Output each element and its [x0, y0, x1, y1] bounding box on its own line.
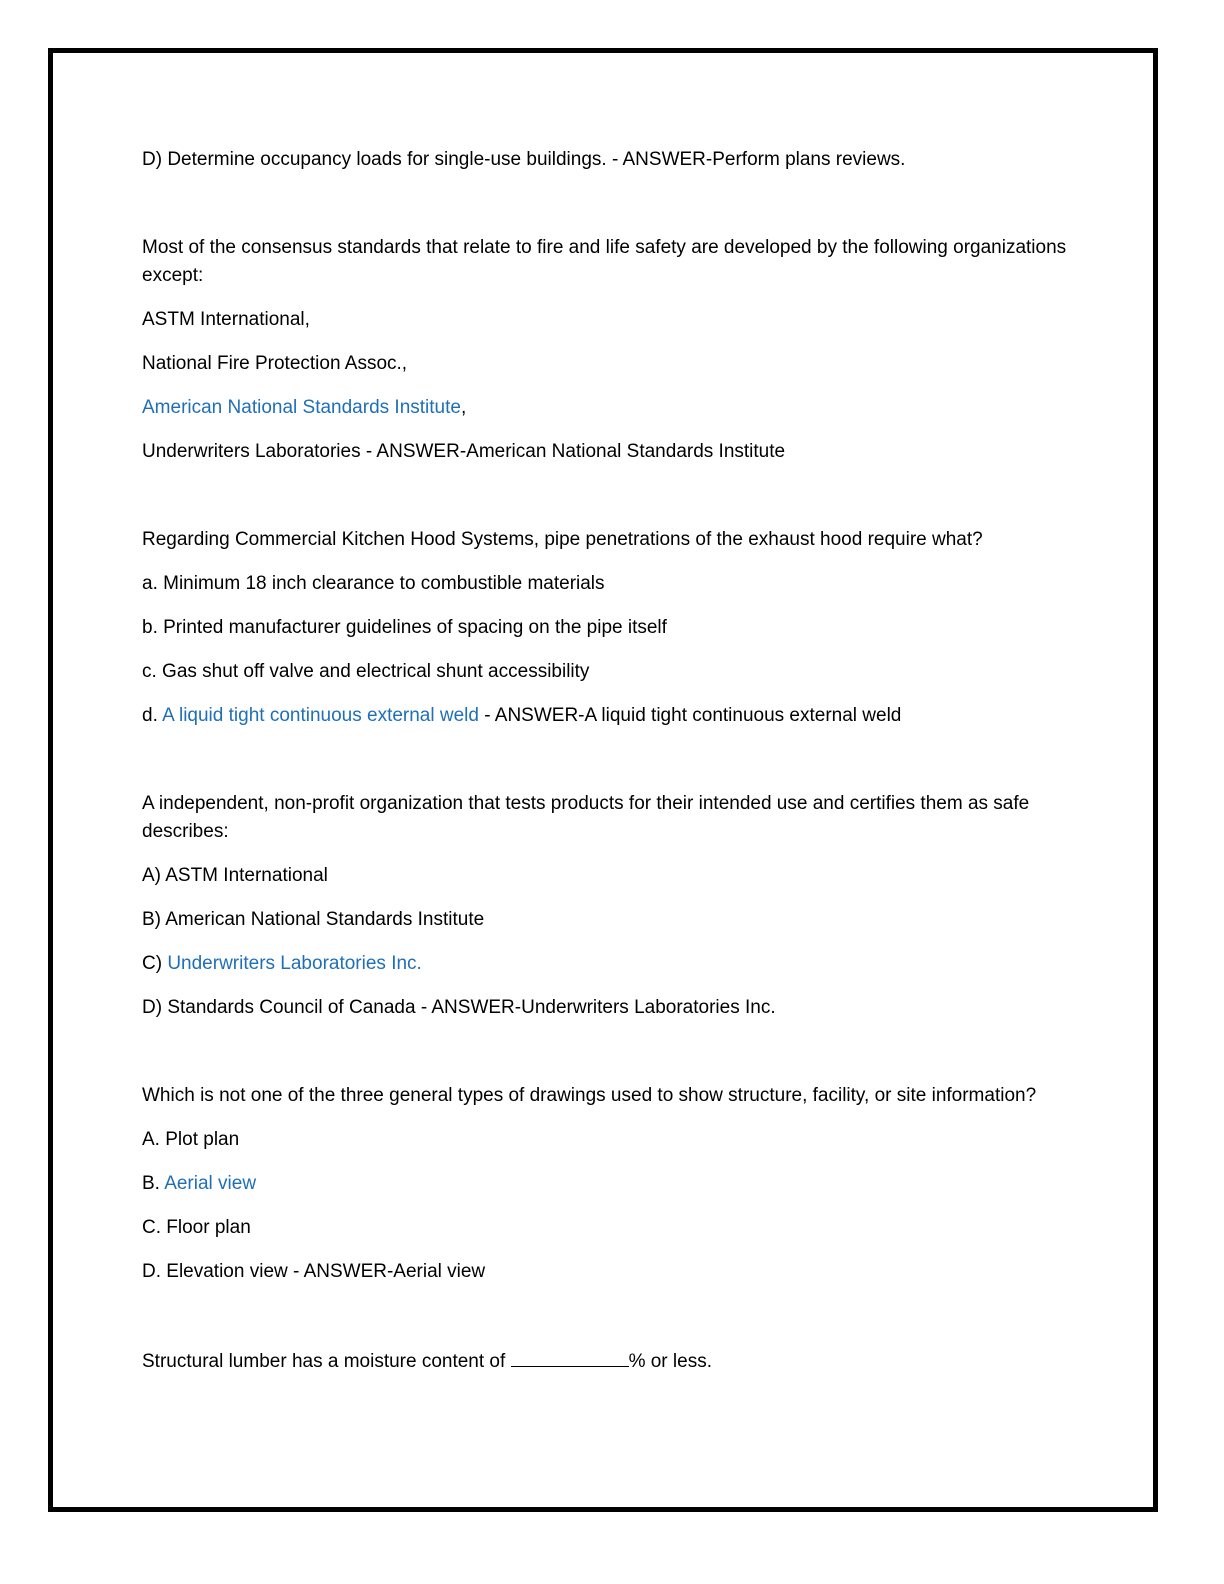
answer-line-occupancy: D) Determine occupancy loads for single-use buildings. - ANSWER-Perform plans reviews. — [142, 149, 906, 170]
option-b — [142, 1170, 1072, 1198]
highlighted-answer: A liquid tight continuous external weld — [162, 705, 479, 726]
option-c: c. Gas shut off valve and electrical shunt accessibility — [142, 661, 590, 682]
question-block-testing-org — [142, 790, 1072, 1022]
answer-suffix: - ANSWER-A liquid tight continuous external weld — [478, 705, 902, 726]
option-nfpa: National Fire Protection Assoc., — [142, 353, 408, 374]
option-ul-answer: Underwriters Laboratories - ANSWER-American National Standards Institute — [142, 441, 786, 462]
highlighted-answer: Underwriters Laboratories Inc. — [167, 953, 422, 974]
highlighted-answer: American National Standards Institute — [142, 397, 461, 418]
option-a: a. Minimum 18 inch clearance to combustible materials — [142, 573, 605, 594]
question-prefix: Structural lumber has a moisture content of — [142, 1351, 511, 1372]
option-d-answer: D. Elevation view - ANSWER-Aerial view — [142, 1261, 486, 1282]
question-text: Most of the consensus standards that relate to fire and life safety are developed by the following organizations except: — [142, 237, 1067, 286]
option-prefix: C) — [142, 953, 168, 974]
option-prefix: B. — [142, 1173, 165, 1194]
option-ansi — [142, 394, 1072, 422]
option-b: b. Printed manufacturer guidelines of spacing on the pipe itself — [142, 617, 667, 638]
option-a: A. Plot plan — [142, 1129, 240, 1150]
option-a: A) ASTM International — [142, 865, 328, 886]
question-text: Regarding Commercial Kitchen Hood Systems, pipe penetrations of the exhaust hood require what? — [142, 529, 983, 550]
question-structural-lumber — [142, 1346, 1072, 1376]
question-text: A independent, non-profit organization that tests products for their intended use and certifies them as safe describes: — [142, 793, 1030, 842]
document-content — [142, 146, 1072, 1392]
option-d-answer: D) Standards Council of Canada - ANSWER-Underwriters Laboratories Inc. — [142, 997, 776, 1018]
option-b: B) American National Standards Institute — [142, 909, 485, 930]
question-block-kitchen-hood — [142, 526, 1072, 730]
highlighted-answer: Aerial view — [164, 1173, 257, 1194]
option-prefix: d. — [142, 705, 163, 726]
question-suffix: % or less. — [628, 1351, 712, 1372]
option-astm: ASTM International, — [142, 309, 310, 330]
question-block-consensus-standards — [142, 234, 1072, 466]
question-block-drawings — [142, 1082, 1072, 1286]
fill-in-blank — [511, 1346, 629, 1367]
option-c: C. Floor plan — [142, 1217, 251, 1238]
option-c — [142, 950, 1072, 978]
option-suffix: , — [460, 397, 467, 418]
option-d-answer — [142, 702, 1072, 730]
question-text: Which is not one of the three general types of drawings used to show structure, facility, or site information? — [142, 1085, 1037, 1106]
